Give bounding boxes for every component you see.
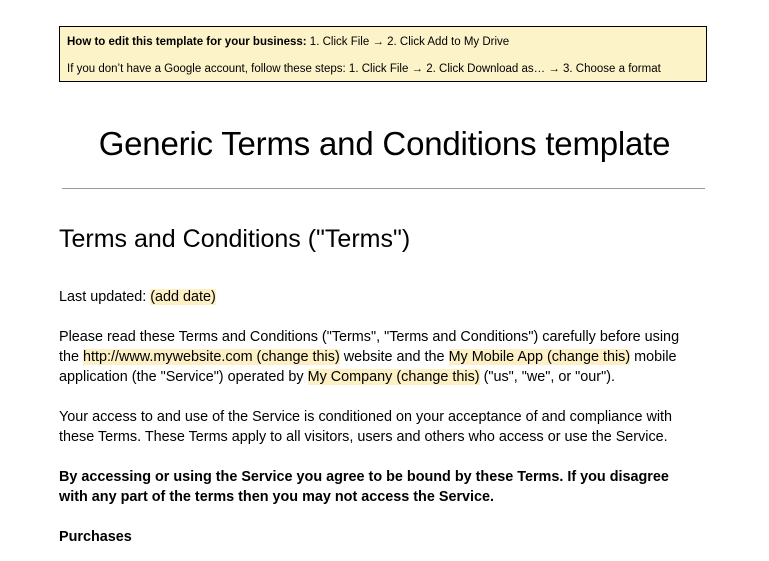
intro-text: the <box>59 349 84 365</box>
document-title: Generic Terms and Conditions template <box>98 125 671 162</box>
agreement-text: with any part of the terms then you may not access the Service. <box>59 489 495 505</box>
intro-text: application (the "Service") operated by <box>59 369 308 385</box>
section-heading: Terms and Conditions ("Terms") <box>59 225 411 253</box>
instructions-line-1 <box>67 36 509 48</box>
template-instructions-box <box>59 26 707 82</box>
app-placeholder[interactable]: My Mobile App (change this) <box>448 349 631 365</box>
agreement-text: By accessing or using the Service you agree to be bound by these Terms. If you disagree <box>59 469 669 485</box>
instructions-heading: How to edit this template for your business: <box>67 36 307 48</box>
horizontal-divider <box>62 188 705 189</box>
agreement-paragraph <box>59 467 719 507</box>
company-placeholder[interactable]: My Company (change this) <box>307 369 480 385</box>
instructions-line-2: If you don’t have a Google account, follow these steps: 1. Click File → 2. Click Download as… → 3. Choose a format <box>67 63 661 75</box>
access-text: these Terms. These Terms apply to all visitors, users and others who access or use the Service. <box>59 429 668 445</box>
intro-text: ("us", "we", or "our"). <box>479 369 615 385</box>
purchases-heading: Purchases <box>59 529 132 545</box>
last-updated-label: Last updated: <box>59 289 151 305</box>
last-updated-placeholder[interactable]: (add date) <box>150 289 216 305</box>
intro-text: Please read these Terms and Conditions ("Terms", "Terms and Conditions") carefully before using <box>59 329 680 345</box>
intro-paragraph <box>59 327 719 387</box>
instructions-steps: 1. Click File → 2. Click Add to My Drive <box>306 36 510 48</box>
access-paragraph <box>59 407 719 447</box>
last-updated <box>59 287 719 307</box>
intro-text: website and the <box>339 349 449 365</box>
access-text: Your access to and use of the Service is conditioned on your acceptance of and compliance with <box>59 409 673 425</box>
website-placeholder[interactable]: http://www.mywebsite.com (change this) <box>83 349 340 365</box>
intro-text: mobile <box>630 349 677 365</box>
